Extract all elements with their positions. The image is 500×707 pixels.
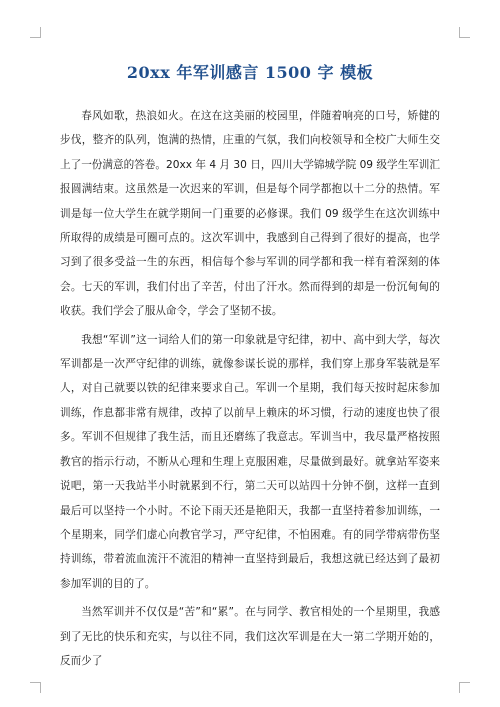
crop-mark-bottom-right [459,682,470,693]
crop-mark-bottom-left [30,682,41,693]
document-title: 20xx 年军训感言 1500 字 模板 [126,63,374,82]
paragraph: 当然军训并不仅仅是“苦”和“累”。在与同学、教官相处的一个星期里，我感到了无比的快乐和充实，与以往不同，我们这次军训是在大一第二学期开始的，反而少了 [60,606,440,667]
crop-mark-top-right [459,27,470,38]
crop-mark-top-left [30,27,41,38]
paragraph: 我想“军训”这一词给人们的第一印象就是守纪律，初中、高中到大学，每次军训都是一次严守纪律的训练，就像参谋长说的那样，我们穿上那身军装就是军人，对自己就要以铁的纪律来要求自己。军训一个星期，我们每天按时起床参加训练，作息都非常有规律，改掉了以前早上赖床的坏习惯，行动的速度也快了很多。军训不但规律了我生活，而且还磨练了我意志。军训当中，我尽量严格按照教官的指示行动，不断从心理和生理上克服困难，尽量做到最好。就拿站军姿来说吧，第一天我站半小时就累到不行，第二天可以站四十分钟不倒，这样一直到最后可以坚持一个小时。不论下雨天还是艳阳天，我都一直坚持着参加训练，一个星期来，同学们虚心向教官学习，严守纪律，不怕困难。有的同学带病带伤坚持训练，带着流血流汗不流泪的精神一直坚持到最后，我想这就已经达到了最初参加军训的目的了。 [60,333,440,590]
document-body [60,104,440,677]
paragraph: 春风如歌，热浪如火。在这在这美丽的校园里，伴随着响亮的口号，矫健的步伐，整齐的队列，饱满的热情，庄重的气氛，我们向校领导和全校广大师生交上了一份满意的答卷。20xx 年 4 月 30 日，四川大学锦城学院 09 级学生军训汇报圆满结束。这虽然是一次迟来的军训，但是每个同学都抱以十二分的热情。军训是每一位大学生在就学期间一门重要的必修课。我们 09 级学生在这次训练中所取得的成绩是可圈可点的。这次军训中，我感到自己得到了很好的提高，也学习到了很多受益一生的东西，相信每个参与军训的同学都和我一样有着深刻的体会。七天的军训，我们付出了辛苦，付出了汗水。然而得到的却是一份沉甸甸的收获。我们学会了服从命令，学会了坚韧不拔。 [60,110,440,318]
